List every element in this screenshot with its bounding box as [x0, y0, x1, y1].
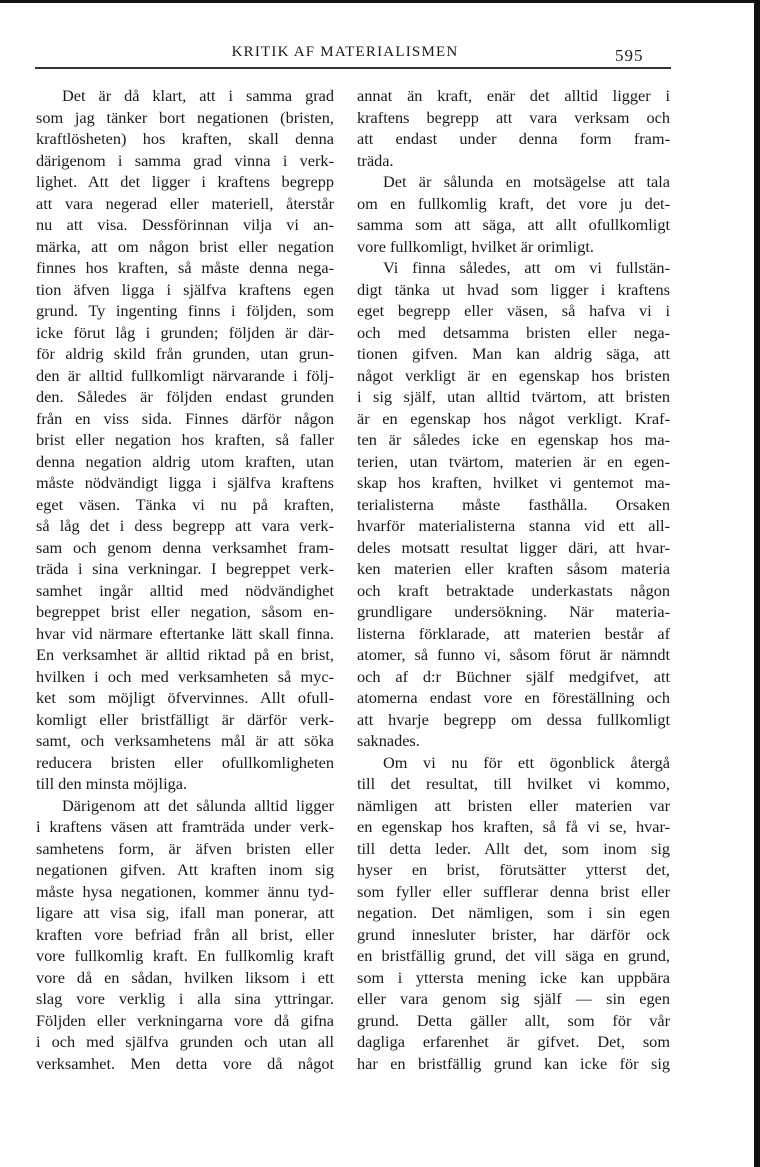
- text-line: vore fullkomligt, hvilket är orimligt.: [357, 236, 594, 256]
- text-line: till den minsta möjliga.: [36, 774, 188, 793]
- paragraph: [357, 752, 670, 1075]
- text-line: digt tänka ut hvad som ligger i kraftens: [357, 279, 670, 299]
- text-line: i och med själfva grunden och utan all: [36, 1032, 334, 1051]
- text-line: samhet ingår alltid med nödvändighet: [36, 580, 334, 600]
- paragraph: [357, 257, 670, 752]
- text-line: som i yttersta mening icke kan uppbära: [357, 967, 670, 987]
- text-line: negation. Det nämligen, som i sin egen: [357, 903, 670, 922]
- text-line: Vi finna således, att om vi fullstän-: [383, 258, 670, 277]
- text-line: att vara negerad eller materiell, återstår: [36, 193, 334, 213]
- text-line: vore fullkomlig kraft. En fullkomlig kraft: [36, 946, 334, 965]
- text-line: den är alltid fullkomligt närvarande i följ-: [36, 365, 334, 385]
- text-line: terien, utan tvärtom, materien är en egen-: [357, 451, 670, 471]
- text-line: grund. Detta gäller allt, som för vår: [357, 1010, 670, 1030]
- text-line: tionen gifven. Man kan aldrig säga, att: [357, 344, 670, 363]
- text-line: begreppet brist eller negation, såsom en-: [36, 602, 334, 621]
- text-line: märka, att om någon brist eller negation: [36, 236, 334, 256]
- text-line: dagliga erfarenhet är gifvet. Det, som: [357, 1032, 670, 1051]
- text-line: slag vore verklig i alla sina yttringar.: [36, 989, 334, 1008]
- text-line: Om vi nu för ett ögonblick återgå: [383, 752, 670, 772]
- text-line: samma som att säga, att allt ofullkomligt: [357, 215, 670, 234]
- text-line: har en bristfällig grund kan icke för sig: [357, 1053, 670, 1073]
- text-line: i sig själf, utan alltid tvärtom, att bristen: [357, 387, 670, 406]
- text-line: deles motsatt resultat ligger däri, att hvar-: [357, 537, 670, 557]
- text-line: till det resultat, till hvilket vi kommo,: [357, 774, 670, 793]
- text-line: är en egenskap hos något verkligt. Kraf-: [357, 408, 670, 428]
- text-line: som jag tänker bort negationen (bristen,: [36, 107, 334, 127]
- text-line: för aldrig skild från grunden, utan grun-: [36, 344, 334, 363]
- text-line: därigenom i samma grad vinna i verk-: [36, 150, 334, 170]
- text-line: och af d:r Büchner själf medgifvet, att: [357, 666, 670, 686]
- paragraph: [36, 85, 334, 795]
- text-column-left: [36, 85, 334, 1074]
- text-line: Det är då klart, att i samma grad: [62, 86, 334, 105]
- text-line: ket som möjligt öfvervinnes. Allt ofull-: [36, 688, 334, 707]
- page-number: 595: [615, 46, 644, 65]
- paragraph: [36, 795, 334, 1075]
- text-line: kraftens begrepp att vara verksam och: [357, 107, 670, 127]
- text-column-right: [357, 85, 670, 1074]
- text-line: Följden eller verkningarna vore då gifna: [36, 1010, 334, 1030]
- header-rule: [35, 67, 671, 69]
- text-line: grund innesluter brister, har därför ock: [357, 924, 670, 944]
- text-line: eller vara genom sig själf — sin egen: [357, 989, 670, 1008]
- text-line: skap hos kraften, hvilket vi gentemot ma-: [357, 473, 670, 492]
- text-line: och kraft betraktade underkastats någon: [357, 580, 670, 600]
- text-line: till detta leder. Allt det, som inom sig: [357, 838, 670, 858]
- text-line: grundligare undersökning. När materia-: [357, 602, 670, 621]
- text-line: hvilken i och med verksamheten så myc-: [36, 666, 334, 686]
- text-line: samt, och verksamhetens mål är att söka: [36, 731, 334, 750]
- text-line: Därigenom att det sålunda alltid ligger: [62, 795, 334, 815]
- text-line: den. Således är följden endast grunden: [36, 387, 334, 406]
- text-line: negationen gifven. Att kraften inom sig: [36, 860, 334, 879]
- text-line: nu att visa. Dessförinnan vilja vi an-: [36, 215, 334, 234]
- text-line: kraftlösheten) hos kraften, skall denna: [36, 129, 334, 148]
- text-line: lighet. Att det ligger i kraftens begrepp: [36, 172, 334, 191]
- text-line: måste hysa negationen, kommer ännu tyd-: [36, 881, 334, 901]
- text-line: terialisterna måste fasthålla. Orsaken: [357, 494, 670, 514]
- text-line: ten är således icke en egenskap hos ma-: [357, 430, 670, 449]
- scan-edge-top: [0, 0, 760, 3]
- running-title: KRITIK AF MATERIALISMEN: [231, 44, 459, 60]
- text-line: verksamhet. Men detta vore då något: [36, 1053, 334, 1073]
- text-line: Det är sålunda en motsägelse att tala: [383, 172, 670, 191]
- text-line: en egenskap hos kraften, så få vi se, hvar-: [357, 817, 670, 836]
- text-line: eget väsen. Tänka vi nu på kraften,: [36, 494, 334, 514]
- text-line: listerna förklarade, att materien består af: [357, 623, 670, 643]
- text-line: hvar vid närmare eftertanke lätt skall finna.: [36, 623, 334, 643]
- text-line: måste nödvändigt ligga i själfva kraftens: [36, 473, 334, 492]
- text-line: finnes hos kraften, så måste denna nega-: [36, 258, 334, 277]
- text-line: tion äfven ligga i själfva kraftens egen: [36, 279, 334, 299]
- text-line: atomerna endast vore en föreställning och: [357, 688, 670, 707]
- text-line: ligare att visa sig, ifall man ponerar, att: [36, 903, 334, 922]
- text-line: ken materien eller kraften såsom materia: [357, 559, 670, 578]
- text-line: träda.: [357, 150, 394, 170]
- paragraph: [357, 171, 670, 257]
- paragraph: [357, 85, 670, 171]
- text-line: så låg det i dess begrepp att vara verk-: [36, 516, 334, 535]
- text-line: kraften vore befriad från all brist, eller: [36, 924, 334, 944]
- text-line: denna negation aldrig utom kraften, utan: [36, 451, 334, 471]
- text-line: och med detsamma bristen eller nega-: [357, 322, 670, 342]
- text-line: hvarför materialisterna stanna vid ett all-: [357, 516, 670, 535]
- text-line: nämligen att bristen eller materien var: [357, 795, 670, 815]
- text-line: träda i sina verkningar. I begreppet verk-: [36, 559, 334, 578]
- scan-edge-right: [754, 0, 760, 1167]
- text-line: atomer, så funno vi, såsom förut är nämndt: [357, 645, 670, 664]
- text-line: att endast under denna form fram-: [357, 129, 670, 148]
- text-line: icke förut låg i grunden; följden är där-: [36, 322, 334, 342]
- text-line: i kraftens väsen att framträda under verk-: [36, 817, 334, 836]
- text-line: reducera bristen eller ofullkomligheten: [36, 752, 334, 772]
- text-line: brist eller negation hos kraften, så faller: [36, 430, 334, 449]
- text-line: hyser en brist, förutsätter ytterst det,: [357, 860, 670, 879]
- text-line: samhetens form, är äfven bristen eller: [36, 838, 334, 858]
- text-line: en bristfällig grund, det vill säga en grund,: [357, 946, 670, 965]
- text-line: saknades.: [357, 731, 420, 750]
- text-line: om en fullkomlig kraft, det vore ju det-: [357, 193, 670, 213]
- text-line: från en viss sida. Finnes därför någon: [36, 408, 334, 428]
- text-line: vore då en sådan, hvilken liksom i ett: [36, 967, 334, 987]
- text-line: annat än kraft, enär det alltid ligger i: [357, 86, 670, 105]
- text-line: något verkligt är en egenskap hos bristen: [357, 365, 670, 385]
- text-line: En verksamhet är alltid riktad på en brist,: [36, 645, 334, 664]
- text-line: komligt eller bristfälligt är därför verk-: [36, 709, 334, 729]
- text-line: att hvarje begrepp om dessa fullkomligt: [357, 709, 670, 729]
- text-line: som fyller eller sufflerar denna brist eller: [357, 881, 670, 901]
- text-line: grund. Ty ingenting finns i följden, som: [36, 301, 334, 320]
- text-line: eget begrepp eller väsen, så hafva vi i: [357, 301, 670, 320]
- text-line: sam och genom denna verksamhet fram-: [36, 537, 334, 557]
